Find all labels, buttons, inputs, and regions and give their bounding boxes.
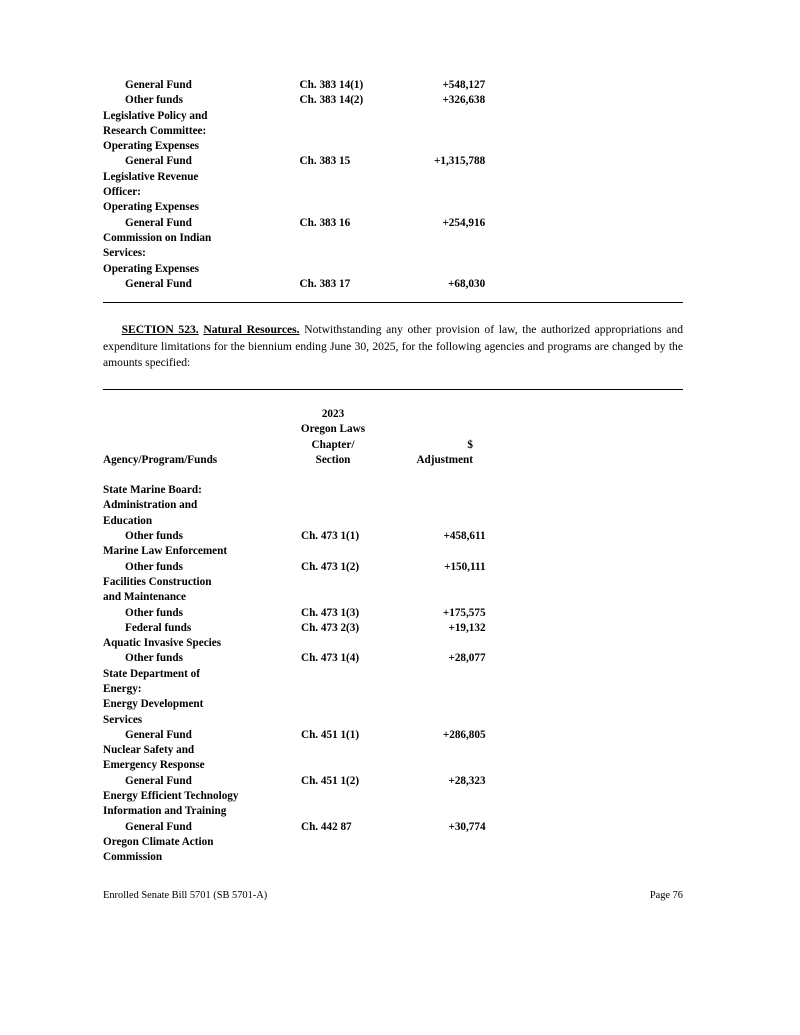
table-row bbox=[103, 713, 683, 728]
table-row bbox=[103, 560, 683, 575]
row-amount bbox=[397, 200, 485, 215]
row-amount bbox=[398, 835, 485, 850]
row-amount: +458,611 bbox=[443, 530, 486, 543]
row-spacer bbox=[485, 139, 683, 154]
row-spacer bbox=[486, 560, 683, 575]
row-label: Other funds bbox=[125, 560, 183, 573]
table-column-headers bbox=[103, 390, 683, 468]
row-citation: Ch. 473 1(3) bbox=[300, 606, 360, 619]
row-amount bbox=[398, 743, 485, 758]
row-amount: +326,638 bbox=[442, 94, 486, 107]
row-citation: Ch. 383 16 bbox=[299, 216, 351, 229]
top-budget-table bbox=[103, 78, 683, 292]
top-budget-table-body bbox=[103, 78, 683, 292]
row-spacer bbox=[485, 154, 683, 169]
row-citation: Ch. 473 1(4) bbox=[300, 652, 360, 665]
table-row bbox=[103, 743, 683, 758]
header-row-main bbox=[103, 453, 683, 468]
row-label: Commission on Indian bbox=[103, 231, 212, 244]
table-row bbox=[103, 850, 683, 865]
table-row bbox=[103, 697, 683, 712]
row-spacer bbox=[486, 743, 683, 758]
row-spacer bbox=[485, 93, 683, 108]
row-amount bbox=[398, 850, 485, 865]
row-amount bbox=[397, 170, 485, 185]
row-amount bbox=[397, 124, 485, 139]
table-row bbox=[103, 200, 683, 215]
row-label: Other funds bbox=[125, 652, 183, 665]
row-label: Operating Expenses bbox=[103, 201, 200, 214]
row-spacer bbox=[486, 636, 683, 651]
header-chapter: Chapter/ bbox=[311, 438, 355, 451]
row-spacer bbox=[486, 697, 683, 712]
row-citation bbox=[301, 713, 398, 728]
table-row bbox=[103, 170, 683, 185]
row-amount bbox=[398, 697, 485, 712]
table-row bbox=[103, 820, 683, 835]
row-label: Services bbox=[103, 713, 143, 726]
row-amount bbox=[397, 231, 485, 246]
row-citation bbox=[301, 514, 398, 529]
row-label: Other funds bbox=[125, 94, 183, 107]
row-label: Energy: bbox=[103, 682, 142, 695]
row-spacer bbox=[486, 606, 683, 621]
row-citation: Ch. 473 2(3) bbox=[300, 621, 360, 634]
row-label: Energy Efficient Technology bbox=[103, 790, 239, 803]
row-amount: +30,774 bbox=[448, 820, 486, 833]
row-citation bbox=[301, 667, 398, 682]
row-citation: Ch. 383 17 bbox=[299, 277, 351, 290]
row-citation: Ch. 451 1(2) bbox=[300, 774, 360, 787]
row-citation bbox=[301, 835, 398, 850]
row-amount bbox=[397, 262, 485, 277]
table-row bbox=[103, 498, 683, 513]
row-citation bbox=[301, 483, 398, 498]
row-citation bbox=[300, 109, 398, 124]
row-citation bbox=[300, 262, 398, 277]
row-citation bbox=[301, 850, 398, 865]
row-label: General Fund bbox=[125, 216, 192, 229]
row-label: Commission bbox=[103, 851, 163, 864]
row-amount bbox=[398, 713, 485, 728]
table-row bbox=[103, 529, 683, 544]
row-spacer bbox=[485, 78, 683, 93]
header-row-year bbox=[103, 407, 683, 422]
row-amount: +286,805 bbox=[442, 728, 486, 741]
row-citation: Ch. 473 1(2) bbox=[300, 560, 360, 573]
table-row bbox=[103, 774, 683, 789]
row-citation bbox=[301, 544, 398, 559]
row-label: Marine Law Enforcement bbox=[103, 545, 228, 558]
table-row bbox=[103, 139, 683, 154]
section-523-paragraph bbox=[103, 303, 683, 389]
row-label: Administration and bbox=[103, 499, 198, 512]
table-row bbox=[103, 835, 683, 850]
row-spacer bbox=[486, 529, 683, 544]
table-row bbox=[103, 544, 683, 559]
row-amount: +68,030 bbox=[448, 277, 486, 290]
row-citation: Ch. 383 14(1) bbox=[299, 79, 364, 91]
row-spacer bbox=[485, 124, 683, 139]
table-row bbox=[103, 636, 683, 651]
row-spacer bbox=[486, 544, 683, 559]
row-spacer bbox=[486, 820, 683, 835]
row-label: General Fund bbox=[125, 774, 192, 787]
header-year: 2023 bbox=[321, 407, 345, 420]
row-citation: Ch. 473 1(1) bbox=[300, 530, 360, 543]
row-label: and Maintenance bbox=[103, 591, 186, 604]
rule-above-section bbox=[103, 292, 683, 303]
table-row bbox=[103, 651, 683, 666]
header-adjustment: Adjustment bbox=[416, 453, 473, 466]
row-amount: +28,323 bbox=[448, 774, 486, 787]
row-label: Other funds bbox=[125, 606, 183, 619]
row-citation bbox=[301, 804, 398, 819]
row-amount: +1,315,788 bbox=[434, 155, 486, 168]
row-citation bbox=[300, 246, 398, 261]
table-row bbox=[103, 789, 683, 804]
row-citation bbox=[300, 170, 398, 185]
header-agency-program-funds: Agency/Program/Funds bbox=[103, 453, 218, 466]
row-spacer bbox=[485, 200, 683, 215]
table-row bbox=[103, 514, 683, 529]
row-label: Legislative Policy and bbox=[103, 109, 208, 122]
footer-bill-title: Enrolled Senate Bill 5701 (SB 5701-A) bbox=[103, 890, 268, 901]
table-row bbox=[103, 682, 683, 697]
table-row bbox=[103, 483, 683, 498]
row-label: Facilities Construction bbox=[103, 575, 212, 588]
row-spacer bbox=[486, 514, 683, 529]
row-citation bbox=[300, 231, 398, 246]
section-title: Natural Resources. bbox=[203, 323, 300, 337]
footer-page-number: Page 76 bbox=[649, 890, 683, 901]
row-spacer bbox=[486, 575, 683, 590]
row-spacer bbox=[486, 758, 683, 773]
row-amount bbox=[398, 514, 485, 529]
row-citation bbox=[301, 575, 398, 590]
row-spacer bbox=[486, 713, 683, 728]
section-body-text: Notwithstanding any other provision of law, the authorized appropriations and expenditure limitations for the biennium ending June 30, 2025, for the following agencies and programs are changed by the amounts specified: bbox=[103, 323, 683, 370]
table-row bbox=[103, 154, 683, 169]
row-spacer bbox=[485, 185, 683, 200]
row-citation bbox=[301, 697, 398, 712]
table-row bbox=[103, 262, 683, 277]
row-spacer bbox=[486, 498, 683, 513]
row-amount: +28,077 bbox=[448, 652, 486, 665]
row-citation bbox=[301, 590, 398, 605]
row-label: General Fund bbox=[125, 820, 192, 833]
row-amount bbox=[398, 758, 485, 773]
row-label: Research Committee: bbox=[103, 124, 207, 137]
row-citation bbox=[300, 185, 398, 200]
bottom-budget-table bbox=[103, 468, 683, 865]
row-label: Nuclear Safety and bbox=[103, 744, 195, 757]
row-amount bbox=[398, 789, 485, 804]
row-label: Education bbox=[103, 514, 153, 527]
row-spacer bbox=[485, 216, 683, 231]
header-oregon-laws: Oregon Laws bbox=[300, 423, 366, 436]
row-amount: +19,132 bbox=[448, 621, 486, 634]
row-label: Aquatic Invasive Species bbox=[103, 637, 222, 650]
table-row bbox=[103, 109, 683, 124]
page-content bbox=[103, 78, 683, 866]
header-dollar-sign: $ bbox=[467, 438, 473, 451]
table-row bbox=[103, 231, 683, 246]
row-spacer bbox=[486, 850, 683, 865]
row-spacer bbox=[486, 789, 683, 804]
section-number: SECTION 523. bbox=[121, 323, 199, 337]
row-spacer bbox=[486, 728, 683, 743]
row-citation: Ch. 383 14(2) bbox=[299, 94, 364, 107]
row-citation: Ch. 442 87 bbox=[300, 820, 352, 833]
row-spacer bbox=[486, 804, 683, 819]
row-label: Oregon Climate Action bbox=[103, 835, 214, 848]
spacer-row bbox=[103, 468, 683, 483]
row-citation bbox=[300, 200, 398, 215]
row-citation bbox=[301, 789, 398, 804]
bottom-budget-table-body bbox=[103, 468, 683, 865]
row-citation bbox=[301, 682, 398, 697]
row-label: General Fund bbox=[125, 277, 192, 290]
row-amount bbox=[398, 682, 485, 697]
row-citation: Ch. 383 15 bbox=[299, 155, 351, 168]
table-row bbox=[103, 804, 683, 819]
row-amount bbox=[398, 590, 485, 605]
row-label: State Department of bbox=[103, 667, 200, 680]
row-label: Other funds bbox=[125, 530, 183, 543]
row-spacer bbox=[486, 483, 683, 498]
row-label: State Marine Board: bbox=[103, 484, 202, 497]
row-label: Information and Training bbox=[103, 805, 227, 818]
row-amount bbox=[397, 185, 485, 200]
table-row bbox=[103, 246, 683, 261]
row-amount bbox=[397, 246, 485, 261]
page-footer bbox=[103, 890, 683, 901]
table-row bbox=[103, 621, 683, 636]
row-amount bbox=[398, 636, 485, 651]
row-amount bbox=[398, 544, 485, 559]
table-row bbox=[103, 93, 683, 108]
row-citation bbox=[300, 139, 398, 154]
table-row bbox=[103, 606, 683, 621]
table-row bbox=[103, 728, 683, 743]
row-amount bbox=[397, 139, 485, 154]
row-label: Operating Expenses bbox=[103, 140, 200, 153]
table-row bbox=[103, 758, 683, 773]
row-citation bbox=[300, 124, 398, 139]
row-spacer bbox=[485, 246, 683, 261]
header-row-oregon-laws bbox=[103, 422, 683, 437]
row-label: Emergency Response bbox=[103, 759, 205, 772]
table-row bbox=[103, 667, 683, 682]
row-spacer bbox=[485, 277, 683, 292]
table-row bbox=[103, 277, 683, 292]
row-amount bbox=[398, 498, 485, 513]
row-label: General Fund bbox=[125, 155, 192, 168]
row-label: Federal funds bbox=[125, 621, 192, 634]
row-spacer bbox=[485, 170, 683, 185]
row-label: General Fund bbox=[125, 728, 192, 741]
table-row bbox=[103, 78, 683, 93]
row-spacer bbox=[485, 109, 683, 124]
row-spacer bbox=[486, 621, 683, 636]
row-amount: +150,111 bbox=[444, 560, 486, 573]
row-spacer bbox=[486, 835, 683, 850]
row-citation bbox=[301, 636, 398, 651]
row-citation bbox=[301, 758, 398, 773]
table-row bbox=[103, 590, 683, 605]
row-spacer bbox=[486, 590, 683, 605]
row-label: Officer: bbox=[103, 186, 141, 199]
row-label: Operating Expenses bbox=[103, 262, 200, 275]
row-amount: +175,575 bbox=[442, 606, 486, 619]
table-row bbox=[103, 185, 683, 200]
row-label: Energy Development bbox=[103, 698, 204, 711]
row-amount bbox=[398, 483, 485, 498]
table-row bbox=[103, 216, 683, 231]
row-citation bbox=[301, 498, 398, 513]
row-citation: Ch. 451 1(1) bbox=[300, 728, 360, 741]
header-row-chapter bbox=[103, 438, 683, 453]
row-amount bbox=[398, 667, 485, 682]
row-citation bbox=[301, 743, 398, 758]
row-amount: +254,916 bbox=[442, 216, 486, 229]
row-spacer bbox=[485, 262, 683, 277]
table-row bbox=[103, 575, 683, 590]
row-amount bbox=[397, 109, 485, 124]
table-row bbox=[103, 124, 683, 139]
row-spacer bbox=[485, 231, 683, 246]
header-section: Section bbox=[315, 453, 351, 466]
row-spacer bbox=[486, 651, 683, 666]
row-amount bbox=[398, 804, 485, 819]
row-spacer bbox=[486, 774, 683, 789]
row-spacer bbox=[486, 682, 683, 697]
row-label: Legislative Revenue bbox=[103, 170, 199, 183]
row-spacer bbox=[486, 667, 683, 682]
row-label: General Fund bbox=[125, 79, 192, 91]
row-amount bbox=[398, 575, 485, 590]
row-label: Services: bbox=[103, 247, 146, 260]
row-amount: +548,127 bbox=[442, 79, 486, 91]
